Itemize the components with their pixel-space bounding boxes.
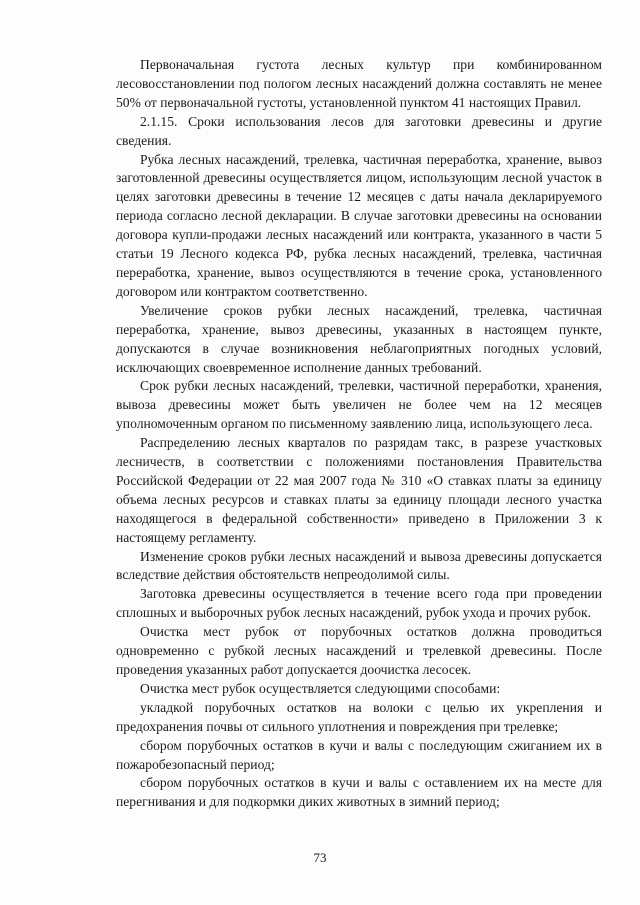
paragraph-initial-density: Первоначальная густота лесных культур при комбинированном лесовосстановлении под пологом лесных насаждений должна составлять не менее 50% от первоначальной густоты, установленной пунктом 41 настоящих Правил. bbox=[116, 57, 602, 110]
paragraph-year-round-harvest: Заготовка древесины осуществляется в течение всего года при проведении сплошных и выборочных рубок лесных насаждений, рубок ухода и прочих рубок. bbox=[116, 586, 602, 621]
list-item-burning: сбором порубочных остатков в кучи и валы с последующим сжиганием их в пожаробезопасный период; bbox=[116, 737, 602, 772]
paragraph-cleaning-methods: Очистка мест рубок осуществляется следующими способами: bbox=[140, 680, 501, 696]
page-number: 73 bbox=[313, 850, 327, 865]
paragraph-tax-categories: Распределению лесных кварталов по разрядам такс, в разрезе участковых лесничеств, в соответствии с положениями постановления Правительства Российской Федерации от 22 мая 2007 года № 310 «О ставках платы за единицу объема лесных ресурсов и ставках платы за единицу площади лесного участка находящегося в федеральной собственности» приведено в Приложении 3 к настоящему регламенту. bbox=[116, 435, 602, 545]
section-heading-2-1-15: 2.1.15. Сроки использования лесов для заготовки древесины и другие сведения. bbox=[116, 113, 602, 148]
paragraph-term-extension-12-months: Срок рубки лесных насаждений, трелевки, частичной переработки, хранения, вывоза древесины может быть увеличен не более чем на 12 месяцев уполномоченным органом по письменному заявлению лица, использующего леса. bbox=[116, 378, 602, 432]
paragraph-harvest-terms: Рубка лесных насаждений, трелевка, частичная переработка, хранение, вывоз заготовленной древесины осуществляется лицом, использующим лесной участок в целях заготовки древесины в течение 12 месяцев с даты начала декларируемого периода согласно лесной декларации. В случае заготовки древесины на основании договора купли-продажи лесных насаждений или контракта, указанного в части 5 статьи 19 Лесного кодекса РФ, рубка лесных насаждений, трелевка, частичная переработка, хранение, вывоз осуществляются в течение срока, установленного договором или контрактом соответственно. bbox=[116, 151, 602, 299]
list-item-skid-trails: укладкой порубочных остатков на волоки с целью их укрепления и предохранения почвы от сильного уплотнения и повреждения при трелевке; bbox=[116, 699, 602, 734]
paragraph-term-extension-weather: Увеличение сроков рубки лесных насаждений, трелевка, частичная переработка, хранение, вывоз древесины, указанных в настоящем пункте, допускаются в случае возникновения неблагоприятных погодных условий, исключающих своевременное исполнение данных требований. bbox=[116, 302, 602, 375]
document-body bbox=[116, 56, 602, 812]
paragraph-site-cleaning: Очистка мест рубок от порубочных остатков должна проводиться одновременно с рубкой лесных насаждений и трелевкой древесины. После проведения указанных работ допускается доочистка лесосек. bbox=[116, 624, 602, 677]
paragraph-force-majeure: Изменение сроков рубки лесных насаждений и вывоза древесины допускается вследствие действия обстоятельств непреодолимой силы. bbox=[116, 548, 602, 583]
list-item-rotting: сбором порубочных остатков в кучи и валы с оставлением их на месте для перегнивания и для подкормки диких животных в зимний период; bbox=[116, 775, 602, 810]
